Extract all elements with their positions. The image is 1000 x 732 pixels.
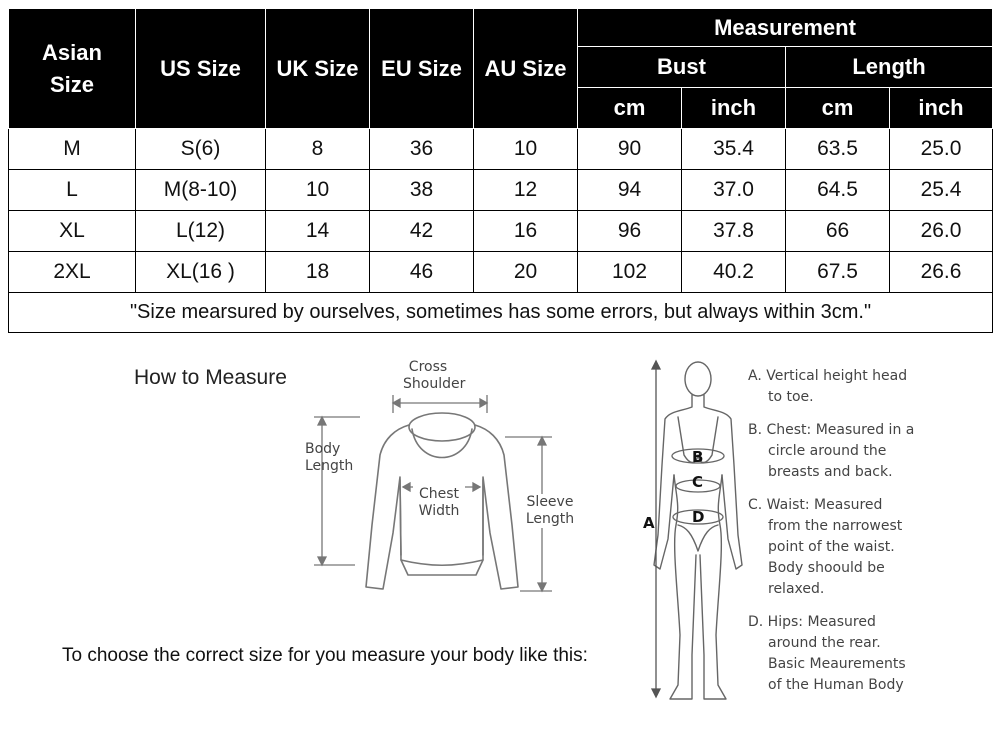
header-length: Length [786,47,993,88]
header-measurement: Measurement [578,9,993,47]
note-b: B. Chest: Measured in a circle around the breasts and back. [748,422,915,480]
header-length-inch: inch [890,88,993,129]
cell-eu-size: 38 [370,170,474,211]
cell-uk-size: 8 [266,129,370,170]
table-note-row [9,293,993,333]
cell-bust-cm: 94 [578,170,682,211]
note-a: A. Vertical height head to toe. [748,368,908,405]
cell-length-cm: 67.5 [786,252,890,293]
chest-width-label: Chest Width [413,486,465,520]
cell-bust-inch: 37.0 [682,170,786,211]
header-us-size: US Size [136,9,266,129]
note-c: C. Waist: Measured from the narrowest point of the waist. Body shoould be relaxed. [748,497,903,597]
cell-au-size: 16 [474,211,578,252]
cell-us-size: S(6) [136,129,266,170]
cell-us-size: L(12) [136,211,266,252]
cell-asian-size: 2XL [9,252,136,293]
size-chart-table [8,8,993,333]
cell-length-cm: 66 [786,211,890,252]
cell-length-cm: 64.5 [786,170,890,211]
choose-size-instruction: To choose the correct size for you measure your body like this: [62,645,588,666]
cell-au-size: 20 [474,252,578,293]
header-uk-size: UK Size [266,9,370,129]
cell-length-cm: 63.5 [786,129,890,170]
header-bust-inch: inch [682,88,786,129]
cell-length-inch: 25.4 [890,170,993,211]
cell-eu-size: 42 [370,211,474,252]
header-bust: Bust [578,47,786,88]
cell-uk-size: 14 [266,211,370,252]
figure-letter-c: C [692,473,704,491]
header-length-cm: cm [786,88,890,129]
cell-bust-cm: 96 [578,211,682,252]
how-to-measure-title: How to Measure [134,366,287,389]
table-row [9,129,993,170]
cell-bust-cm: 90 [578,129,682,170]
table-row [9,211,993,252]
cross-shoulder-label: Cross Shoulder [403,359,466,392]
sleeve-length-label: Sleeve Length [522,494,578,528]
cell-asian-size: L [9,170,136,211]
cell-eu-size: 36 [370,129,474,170]
header-bust-cm: cm [578,88,682,129]
figure-letter-d: D [692,508,705,526]
cell-bust-inch: 40.2 [682,252,786,293]
cell-us-size: M(8-10) [136,170,266,211]
cell-asian-size: M [9,129,136,170]
body-figure-diagram [640,355,750,730]
cell-au-size: 10 [474,129,578,170]
cell-asian-size: XL [9,211,136,252]
cell-eu-size: 46 [370,252,474,293]
header-au-size: AU Size [474,9,578,129]
cell-au-size: 12 [474,170,578,211]
cell-bust-inch: 37.8 [682,211,786,252]
header-asian-size: Asian Size [9,9,136,129]
cell-us-size: XL(16 ) [136,252,266,293]
figure-letter-b: B [692,448,704,466]
body-length-label: Body Length [305,441,354,474]
note-d: D. Hips: Measured around the rear. Basic Meaurements of the Human Body [748,614,906,693]
cell-length-inch: 25.0 [890,129,993,170]
cell-uk-size: 18 [266,252,370,293]
cell-length-inch: 26.0 [890,211,993,252]
measurement-notes [748,366,993,708]
cell-length-inch: 26.6 [890,252,993,293]
cell-bust-cm: 102 [578,252,682,293]
figure-letter-a: A [643,514,655,532]
table-row [9,170,993,211]
table-row [9,252,993,293]
header-eu-size: EU Size [370,9,474,129]
cell-uk-size: 10 [266,170,370,211]
size-note: "Size mearsured by ourselves, sometimes has some errors, but always within 3cm." [9,293,993,333]
cell-bust-inch: 35.4 [682,129,786,170]
